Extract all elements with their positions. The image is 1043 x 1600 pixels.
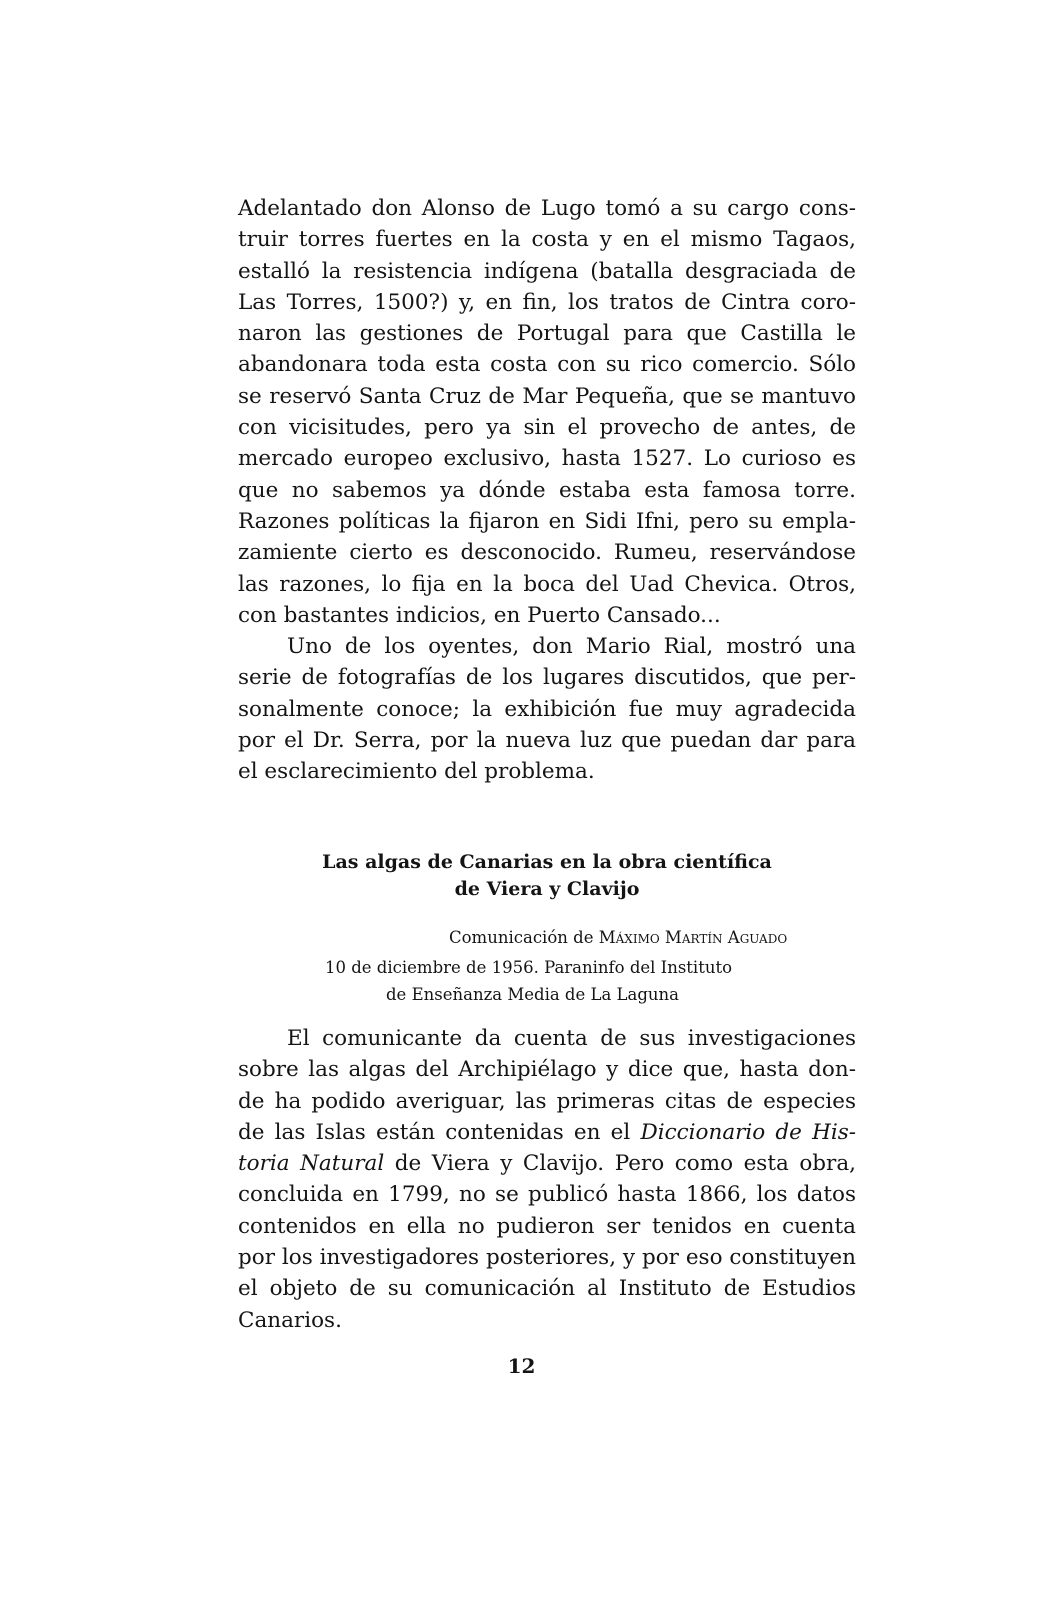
text-line: sonalmente conoce; la exhibición fue muy agradecida [238, 696, 856, 722]
text-line: el esclarecimiento del problema. [238, 759, 595, 785]
text-line: con bastantes indicios, en Puerto Cansado... [238, 602, 721, 628]
text-line: por el Dr. Serra, por la nueva luz que puedan dar para [238, 727, 856, 753]
section-title-line: de Viera y Clavijo [454, 878, 640, 900]
text-line: Adelantado don Alonso de Lugo tomó a su cargo cons- [238, 196, 856, 221]
book-title: toria Natural [238, 1151, 385, 1177]
text-line: zamiente cierto es desconocido. Rumeu, reservándose [238, 540, 856, 566]
text-segment: de Viera y Clavijo. Pero como esta obra, [394, 1151, 856, 1177]
text-line: abandonara toda esta costa con su rico comercio. Sólo [238, 352, 856, 378]
text-line: de ha podido averiguar, las primeras citas de especies [238, 1088, 856, 1114]
text-line: estalló la resistencia indígena (batalla desgraciada de [238, 258, 856, 284]
text-line: Uno de los oyentes, don Mario Rial, mostró una [287, 634, 856, 659]
text-segment: de las Islas están contenidas en el [238, 1119, 631, 1145]
text-line: mercado europeo exclusivo, hasta 1527. Lo curioso es [238, 446, 856, 472]
text-line: se reservó Santa Cruz de Mar Pequeña, que se mantuvo [238, 383, 856, 409]
text-line: Las Torres, 1500?) y, en fin, los tratos de Cintra coro- [238, 289, 856, 315]
text-line: El comunicante da cuenta de sus investigaciones [287, 1026, 856, 1051]
text-line: naron las gestiones de Portugal para que Castilla le [238, 321, 856, 347]
text-line: Razones políticas la fijaron en Sidi Ifni, pero su empla- [238, 508, 856, 534]
text-line: las razones, lo fija en la boca del Uad Chevica. Otros, [238, 571, 856, 597]
page-number: 12 [507, 1354, 536, 1378]
book-title: Diccionario de His- [640, 1119, 857, 1145]
byline-prefix: Comunicación de [449, 928, 594, 947]
text-line [238, 1117, 856, 1148]
section-title-line: Las algas de Canarias en la obra científica [322, 851, 772, 873]
byline-author: Máximo Martín Aguado [598, 928, 788, 947]
text-line: truir torres fuertes en la costa y en el mismo Tagaos, [238, 227, 856, 253]
paragraph-2 [238, 631, 856, 787]
text-line: sobre las algas del Archipiélago y dice que, hasta don- [238, 1057, 856, 1083]
text-line: contenidos en ella no pudieron ser tenidos en cuenta [238, 1213, 856, 1239]
section-title [238, 849, 856, 903]
text-line: serie de fotografías de los lugares discutidos, que per- [238, 665, 856, 691]
text-line: que no sabemos ya dónde estaba esta famosa torre. [238, 477, 856, 503]
text-line: Canarios. [238, 1307, 342, 1333]
date-place-line: de Enseñanza Media de La Laguna [386, 985, 679, 1004]
paragraph-1 [238, 193, 856, 631]
text-line: por los investigadores posteriores, y por eso constituyen [238, 1245, 856, 1271]
text-line: el objeto de su comunicación al Instituto de Estudios [238, 1276, 856, 1302]
paragraph-3 [238, 1023, 856, 1336]
text-line: concluida en 1799, no se publicó hasta 1866, los datos [238, 1182, 856, 1208]
date-place-line: 10 de diciembre de 1956. Paraninfo del Instituto [325, 958, 733, 977]
byline [449, 924, 787, 951]
text-line [238, 1148, 856, 1179]
text-line: con vicisitudes, pero ya sin el provecho de antes, de [238, 415, 856, 441]
